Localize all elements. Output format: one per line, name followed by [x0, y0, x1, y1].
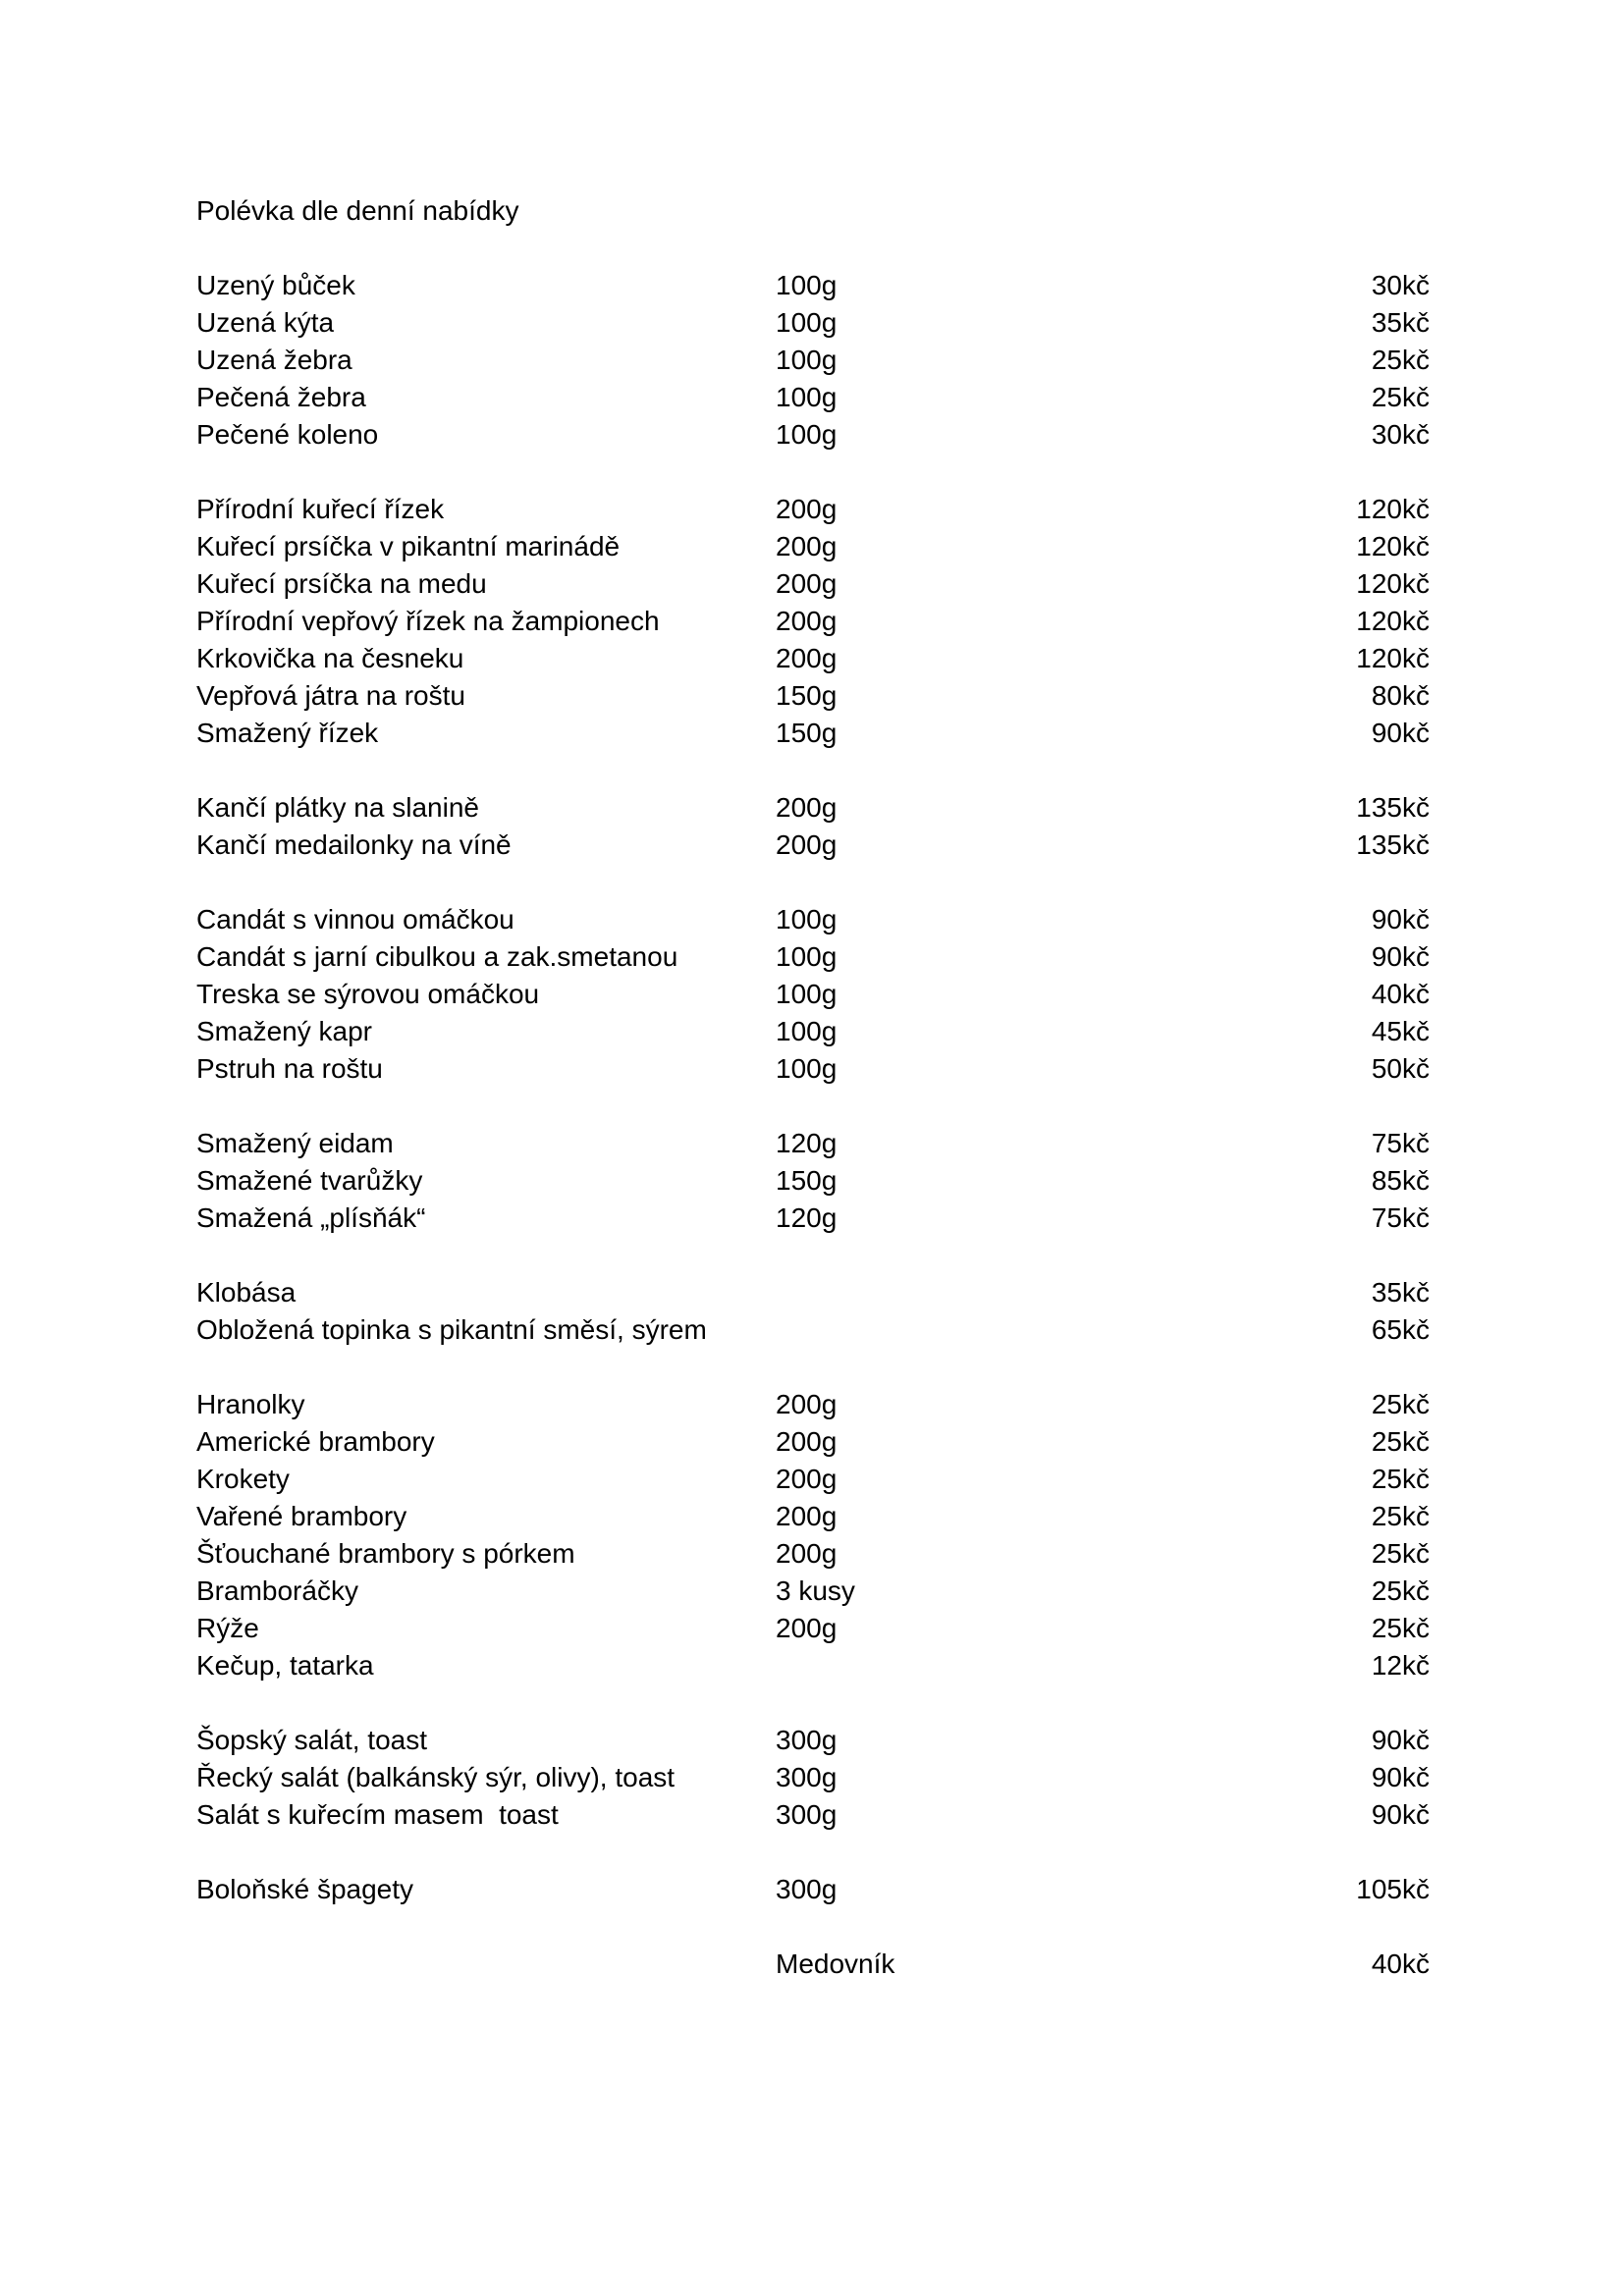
item-weight: 200g [776, 1389, 838, 1419]
menu-item-row [196, 1647, 1430, 1684]
item-price: 120kč [1356, 531, 1430, 561]
menu-group [196, 1946, 1430, 1983]
item-name: Pečené koleno [196, 419, 379, 450]
item-price: 120kč [1356, 568, 1430, 599]
menu-group [196, 789, 1430, 864]
menu-item-row [196, 789, 1430, 827]
item-name: Krokety [196, 1464, 290, 1494]
item-name: Šťouchané brambory s pórkem [196, 1538, 575, 1569]
item-name: Smažená „plísňák“ [196, 1202, 426, 1233]
item-weight: 200g [776, 568, 838, 599]
menu-list [196, 267, 1430, 1983]
item-name: Kančí medailonky na víně [196, 829, 512, 860]
item-weight: 200g [776, 494, 838, 524]
item-price: 25kč [1371, 1613, 1430, 1643]
item-weight: 100g [776, 1016, 838, 1046]
menu-item-row [196, 1610, 1430, 1647]
menu-item-row [196, 267, 1430, 304]
item-name: Kančí plátky na slanině [196, 792, 479, 823]
item-weight: 100g [776, 345, 838, 375]
item-name: Uzená žebra [196, 345, 352, 375]
item-name: Salát s kuřecím masem toast [196, 1799, 559, 1830]
group-spacer [196, 1908, 1430, 1946]
menu-item-row [196, 1498, 1430, 1535]
menu-item-row [196, 938, 1430, 976]
item-weight: 100g [776, 307, 838, 338]
item-name: Rýže [196, 1613, 259, 1643]
item-price: 90kč [1371, 1799, 1430, 1830]
item-name: Smažený řízek [196, 718, 379, 748]
item-name: Kuřecí prsíčka na medu [196, 568, 487, 599]
item-price: 90kč [1371, 1762, 1430, 1792]
menu-group [196, 901, 1430, 1088]
item-weight: 200g [776, 1464, 838, 1494]
item-price: 45kč [1371, 1016, 1430, 1046]
item-name: Šopský salát, toast [196, 1725, 428, 1755]
menu-item-row [196, 715, 1430, 752]
item-price: 50kč [1371, 1053, 1430, 1084]
menu-item-row [196, 1125, 1430, 1162]
item-weight: 200g [776, 1426, 838, 1457]
item-name: Kuřecí prsíčka v pikantní marinádě [196, 531, 621, 561]
item-price: 120kč [1356, 494, 1430, 524]
item-weight: 200g [776, 1613, 838, 1643]
item-name: Kečup, tatarka [196, 1650, 374, 1681]
group-spacer [196, 752, 1430, 789]
group-spacer [196, 1349, 1430, 1386]
group-spacer [196, 1684, 1430, 1722]
item-price: 25kč [1371, 1464, 1430, 1494]
menu-item-row [196, 1871, 1430, 1908]
menu-item-row [196, 1535, 1430, 1573]
item-name: Candát s jarní cibulkou a zak.smetanou [196, 941, 678, 972]
menu-item-row [196, 528, 1430, 565]
item-price: 30kč [1371, 270, 1430, 300]
item-weight: 300g [776, 1799, 838, 1830]
item-weight: 100g [776, 979, 838, 1009]
item-name: Hranolky [196, 1389, 305, 1419]
item-price: 35kč [1371, 307, 1430, 338]
menu-item-row [196, 677, 1430, 715]
item-name: Obložená topinka s pikantní směsí, sýrem [196, 1314, 707, 1345]
item-name: Candát s vinnou omáčkou [196, 904, 514, 934]
item-price: 30kč [1371, 419, 1430, 450]
menu-item-row [196, 1796, 1430, 1834]
item-name: Přírodní vepřový řízek na žampionech [196, 606, 660, 636]
item-weight: 200g [776, 606, 838, 636]
menu-group [196, 1871, 1430, 1908]
item-name: Bramboráčky [196, 1575, 358, 1606]
menu-item-row [196, 1013, 1430, 1050]
item-price: 135kč [1356, 829, 1430, 860]
group-spacer [196, 864, 1430, 901]
menu-item-row [196, 491, 1430, 528]
item-name: Boloňské špagety [196, 1874, 414, 1904]
item-price: 90kč [1371, 941, 1430, 972]
item-price: 105kč [1356, 1874, 1430, 1904]
item-weight: 200g [776, 643, 838, 673]
item-price: 85kč [1371, 1165, 1430, 1196]
item-price: 90kč [1371, 718, 1430, 748]
item-price: 120kč [1356, 606, 1430, 636]
item-weight: 100g [776, 270, 838, 300]
item-weight: 300g [776, 1725, 838, 1755]
menu-item-row [196, 1946, 1430, 1983]
item-price: 90kč [1371, 904, 1430, 934]
item-name [196, 1946, 776, 1983]
item-weight: 200g [776, 531, 838, 561]
menu-group [196, 267, 1430, 454]
item-weight: 200g [776, 829, 838, 860]
item-price: 75kč [1371, 1202, 1430, 1233]
item-weight: Medovník [776, 1949, 895, 1979]
menu-group [196, 1125, 1430, 1237]
menu-item-row [196, 1162, 1430, 1200]
item-weight: 200g [776, 1501, 838, 1531]
menu-group [196, 491, 1430, 752]
item-price: 65kč [1371, 1314, 1430, 1345]
item-price: 25kč [1371, 1538, 1430, 1569]
menu-item-row [196, 416, 1430, 454]
item-price: 75kč [1371, 1128, 1430, 1158]
menu-item-row [196, 901, 1430, 938]
item-weight [776, 1647, 1105, 1684]
item-weight: 150g [776, 1165, 838, 1196]
item-price: 35kč [1371, 1277, 1430, 1308]
menu-title: Polévka dle denní nabídky [196, 195, 519, 226]
item-name: Řecký salát (balkánský sýr, olivy), toast [196, 1762, 676, 1792]
group-spacer [196, 454, 1430, 491]
menu-item-row [196, 1200, 1430, 1237]
item-weight: 120g [776, 1202, 838, 1233]
menu-item-row [196, 827, 1430, 864]
item-price: 120kč [1356, 643, 1430, 673]
menu-content [196, 192, 1430, 1983]
item-price: 25kč [1371, 1426, 1430, 1457]
item-name: Vepřová játra na roštu [196, 680, 465, 711]
item-weight: 200g [776, 1538, 838, 1569]
item-weight: 150g [776, 718, 838, 748]
item-weight: 100g [776, 419, 838, 450]
item-name: Uzená kýta [196, 307, 335, 338]
group-spacer [196, 1237, 1430, 1274]
menu-item-row [196, 1386, 1430, 1423]
menu-item-row [196, 1311, 1430, 1349]
item-weight: 300g [776, 1874, 838, 1904]
menu-item-row [196, 1722, 1430, 1759]
item-weight: 100g [776, 1053, 838, 1084]
menu-item-row [196, 379, 1430, 416]
item-name: Treska se sýrovou omáčkou [196, 979, 540, 1009]
item-name: Smažený kapr [196, 1016, 372, 1046]
item-weight: 120g [776, 1128, 838, 1158]
item-name: Klobása [196, 1277, 297, 1308]
group-spacer [196, 1834, 1430, 1871]
title-spacer [196, 230, 1430, 267]
menu-item-row [196, 640, 1430, 677]
menu-item-row [196, 1050, 1430, 1088]
item-name: Smažený eidam [196, 1128, 394, 1158]
menu-group [196, 1722, 1430, 1834]
menu-item-row [196, 1573, 1430, 1610]
menu-item-row [196, 342, 1430, 379]
item-weight: 100g [776, 382, 838, 412]
menu-group [196, 1386, 1430, 1684]
menu-item-row [196, 603, 1430, 640]
item-price: 25kč [1371, 1501, 1430, 1531]
item-weight: 150g [776, 680, 838, 711]
item-price: 40kč [1371, 1949, 1430, 1979]
item-name: Krkovička na česneku [196, 643, 464, 673]
item-weight: 100g [776, 904, 838, 934]
item-weight: 300g [776, 1762, 838, 1792]
item-price: 25kč [1371, 345, 1430, 375]
item-name: Pečená žebra [196, 382, 366, 412]
item-price: 12kč [1371, 1650, 1430, 1681]
menu-item-row [196, 304, 1430, 342]
item-name: Přírodní kuřecí řízek [196, 494, 445, 524]
item-name: Smažené tvarůžky [196, 1165, 423, 1196]
menu-item-row [196, 1461, 1430, 1498]
menu-item-row [196, 1759, 1430, 1796]
item-price: 25kč [1371, 1575, 1430, 1606]
menu-item-row [196, 1423, 1430, 1461]
item-name: Americké brambory [196, 1426, 435, 1457]
item-price: 25kč [1371, 1389, 1430, 1419]
item-weight [776, 1274, 1105, 1311]
item-price: 135kč [1356, 792, 1430, 823]
item-price: 80kč [1371, 680, 1430, 711]
item-name: Uzený bůček [196, 270, 355, 300]
item-weight: 100g [776, 941, 838, 972]
menu-item-row [196, 1274, 1430, 1311]
item-name: Vařené brambory [196, 1501, 407, 1531]
item-weight: 200g [776, 792, 838, 823]
item-name: Pstruh na roštu [196, 1053, 383, 1084]
menu-item-row [196, 565, 1430, 603]
item-price: 40kč [1371, 979, 1430, 1009]
item-weight [776, 1311, 1105, 1349]
item-price: 90kč [1371, 1725, 1430, 1755]
menu-group [196, 1274, 1430, 1349]
item-weight: 3 kusy [776, 1575, 855, 1606]
menu-item-row [196, 976, 1430, 1013]
item-price: 25kč [1371, 382, 1430, 412]
group-spacer [196, 1088, 1430, 1125]
